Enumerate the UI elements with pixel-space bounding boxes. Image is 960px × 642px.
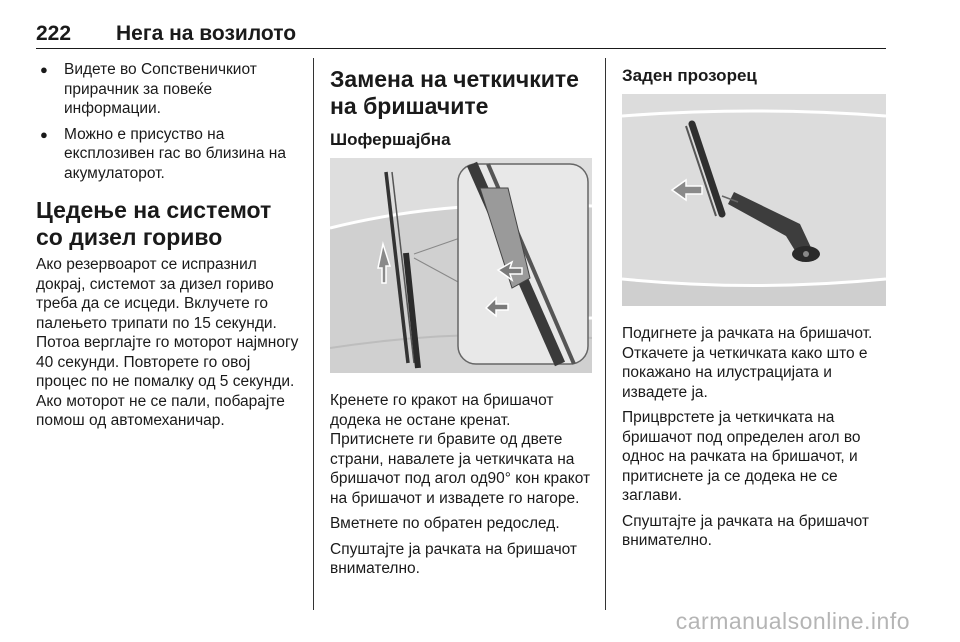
bullet-list	[36, 60, 302, 183]
windscreen-wiper-illustration	[330, 158, 592, 373]
column-divider	[313, 58, 314, 610]
windscreen-paragraph-1: Кренете го кракот на бришачот додека не остане кренат. Притиснете ги бравите од двете страни, навалете ја четкичката на бришачот под агол од90° кон кракот на бришачот и извадете го нагоре.	[330, 392, 591, 507]
windscreen-paragraph-3: Спуштајте ја рачката на бришачот внимателно.	[330, 540, 578, 577]
subheading-windscreen: Шофершајбна	[330, 130, 451, 149]
column-middle	[330, 60, 592, 585]
column-left	[36, 60, 302, 437]
rear-paragraph-2: Прицврстете ја четкичката на бришачот под определен агол во однос на рачката на бришачот, и притиснете ја се додека не се заглави.	[622, 409, 861, 504]
rear-wiper-illustration	[622, 94, 886, 306]
rear-paragraph-1: Подигнете ја рачката на бришачот. Откачете ја четкичката како што е покажано на илустрацијата и извадете ја.	[622, 325, 873, 401]
column-right	[622, 60, 888, 557]
column-divider	[605, 58, 606, 610]
chapter-title: Нега на возилото	[116, 22, 297, 45]
list-item	[36, 125, 302, 184]
diesel-paragraph: Ако резервоарот се испразнил докрај, системот за дизел гориво треба да се исцеди. Вклучете го палењето трипати по 15 секунди. Потоа верглајте го моторот најмногу 40 секунди. Повторете го овој процес по не помалку од 5 секунди. Ако моторот не се пали, побарајте помош од автомеханичар.	[36, 256, 299, 429]
bullet-icon: ●	[40, 62, 48, 77]
watermark: carmanualsonline.info	[675, 608, 910, 634]
list-item	[36, 60, 302, 119]
list-item-text: Можно е присуство на експлозивен гас во близина на акумулаторот.	[64, 125, 286, 182]
subheading-rear-window: Заден прозорец	[622, 66, 757, 85]
bullet-icon: ●	[40, 126, 48, 142]
page-header	[36, 14, 886, 49]
section-heading-diesel: Цедење на системот со дизел гориво	[36, 197, 272, 250]
section-heading-wipers: Замена на четкичките на бришачите	[330, 66, 579, 119]
windscreen-paragraph-2: Вметнете по обратен редослед.	[330, 515, 560, 532]
page-number: 222	[36, 22, 72, 45]
list-item-text: Видете во Сопственичкиот прирачник за повеќе информации.	[64, 61, 257, 117]
rear-paragraph-3: Спуштајте ја рачката на бришачот внимателно.	[622, 512, 870, 549]
